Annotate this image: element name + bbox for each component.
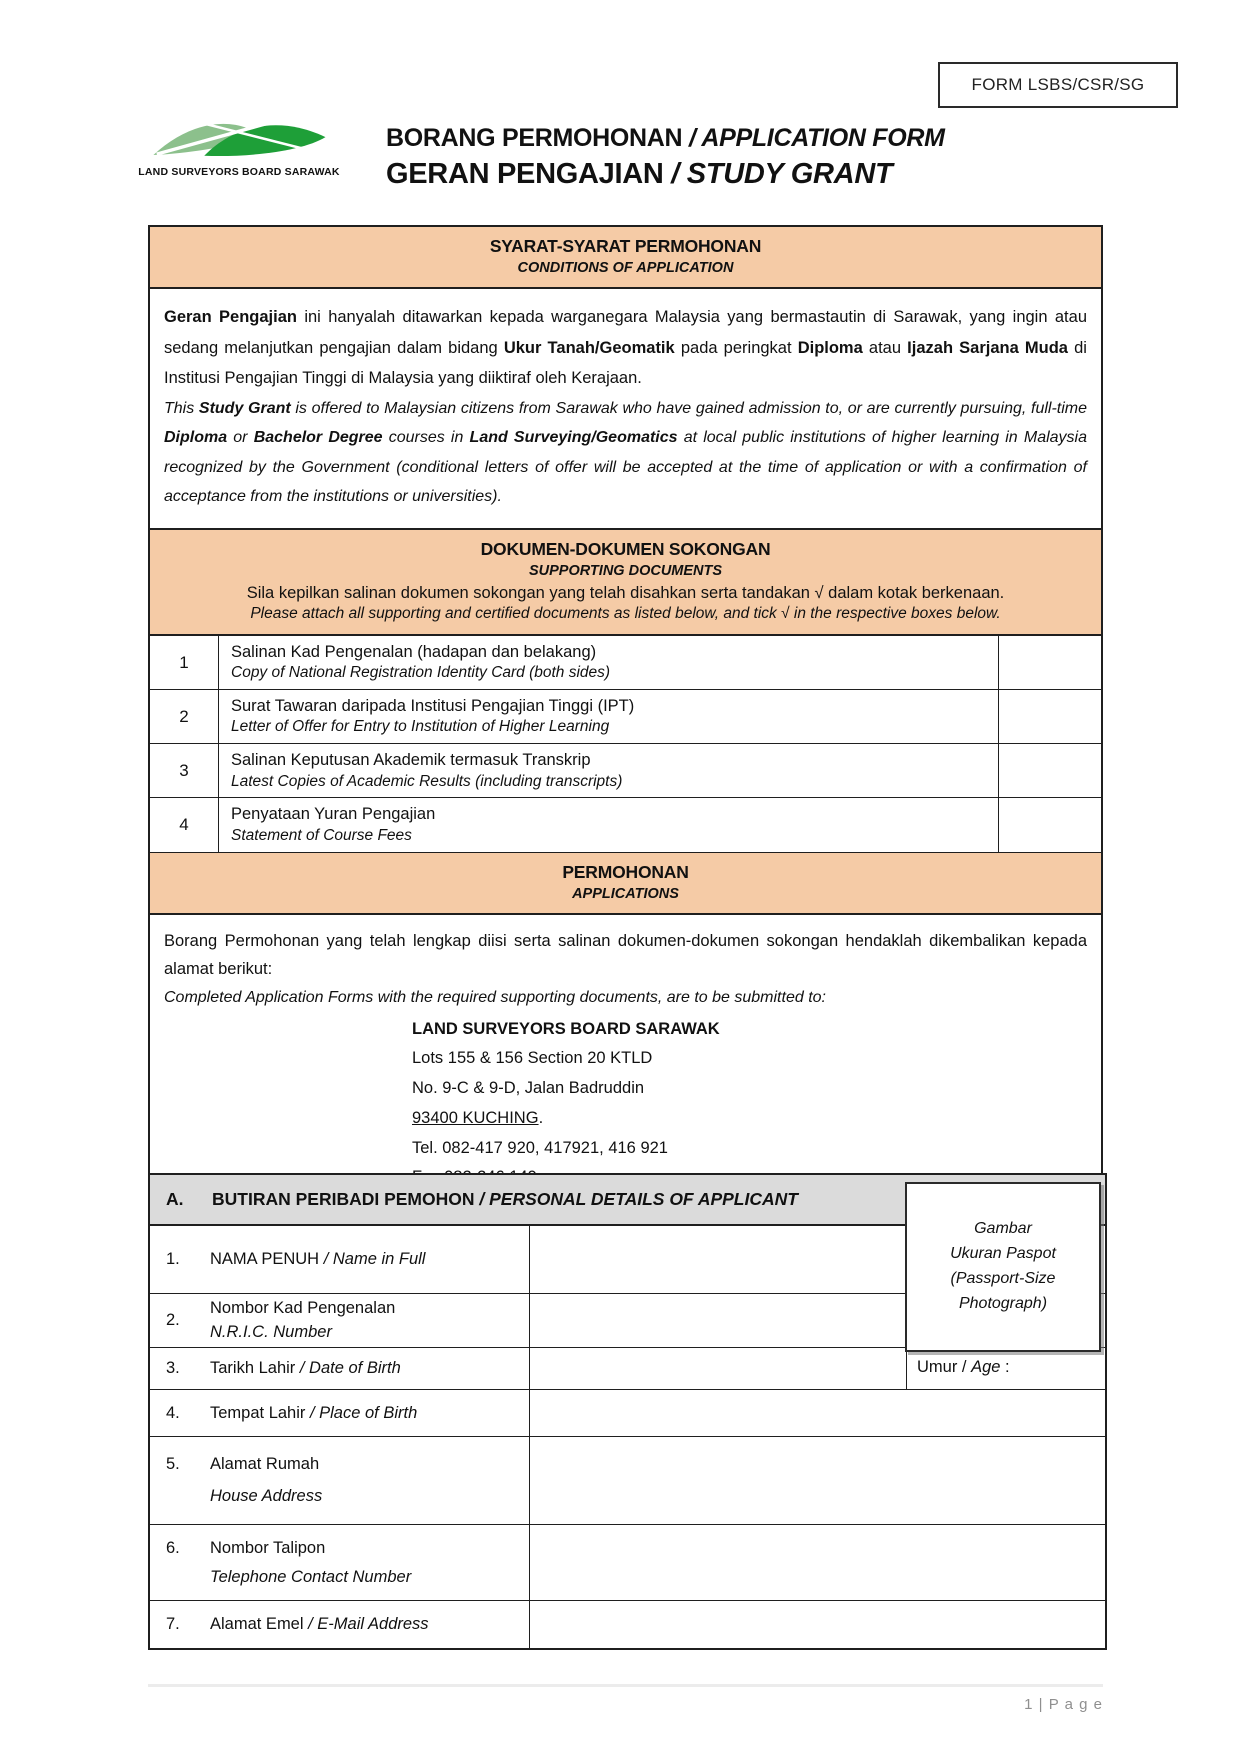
applications-body — [150, 915, 1101, 1209]
address-field-label — [150, 1437, 530, 1524]
field-row-dob — [150, 1347, 1105, 1389]
field-number: 7. — [166, 1615, 180, 1633]
applications-text-my: Borang Permohonan yang telah lengkap diisi serta salinan dokumen-dokumen sokongan hendaklah dikembalikan kepada alamat berikut: — [164, 931, 1087, 978]
document-item-number: 1 — [150, 636, 219, 689]
field-row-birthplace — [150, 1389, 1105, 1436]
document-item-row — [150, 743, 1101, 797]
field-number: 4. — [166, 1403, 180, 1422]
personal-details-title: BUTIRAN PERIBADI PEMOHON / PERSONAL DETAILS OF APPLICANT — [212, 1189, 798, 1209]
applications-text-en: Completed Application Forms with the required supporting documents, are to be submitted to: — [164, 988, 826, 1006]
photo-box-line: Gambar — [974, 1220, 1032, 1238]
photo-box-line: Photograph) — [958, 1294, 1048, 1312]
field-number: 6. — [166, 1539, 180, 1557]
nric-input-cell[interactable] — [530, 1294, 907, 1347]
conditions-header — [150, 227, 1101, 289]
birthplace-input-cell[interactable] — [530, 1390, 1105, 1436]
document-item-description — [219, 690, 999, 743]
lsbs-logo-icon — [150, 112, 328, 164]
submission-address — [412, 1015, 1087, 1193]
address-city: 93400 KUCHING. — [412, 1108, 544, 1127]
document-item-row — [150, 797, 1101, 851]
field-row-address — [150, 1436, 1105, 1524]
document-item-description — [219, 744, 999, 797]
address-org-name: LAND SURVEYORS BOARD SARAWAK — [412, 1019, 720, 1038]
name-input-cell[interactable] — [530, 1226, 907, 1293]
field-row-email — [150, 1600, 1105, 1648]
address-telephone: Tel. 082-417 920, 417921, 416 921 — [412, 1138, 668, 1157]
field-label-text: Nombor Talipon Telephone Contact Number — [210, 1539, 412, 1586]
field-number: 2. — [166, 1311, 180, 1329]
dob-input-cell[interactable] — [530, 1348, 907, 1389]
form-code-box — [938, 62, 1178, 108]
documents-title-en: SUPPORTING DOCUMENTS — [528, 562, 723, 579]
document-item-number: 3 — [150, 744, 219, 797]
lsbs-logo-caption: LAND SURVEYORS BOARD SARAWAK — [138, 166, 340, 178]
email-input-cell[interactable] — [530, 1601, 1105, 1648]
document-checkbox-2[interactable] — [999, 690, 1101, 743]
document-item-text-my: Salinan Kad Pengenalan (hadapan dan belakang) — [231, 642, 597, 661]
document-item-number: 4 — [150, 798, 219, 851]
field-label-text: Nombor Kad Pengenalan N.R.I.C. Number — [210, 1298, 396, 1341]
conditions-title-en: CONDITIONS OF APPLICATION — [517, 260, 734, 276]
section-letter: A. — [166, 1189, 184, 1209]
document-item-text-en: Copy of National Registration Identity Card (both sides) — [231, 664, 611, 682]
documents-note-en: Please attach all supporting and certified documents as listed below, and tick √ in the respective boxes below. — [250, 604, 1001, 622]
applications-title-my: PERMOHONAN — [562, 861, 689, 882]
document-checkbox-1[interactable] — [999, 636, 1101, 689]
document-checkbox-4[interactable] — [999, 798, 1101, 851]
document-item-text-my: Penyataan Yuran Pengajian — [231, 805, 436, 824]
dob-field-label — [150, 1348, 530, 1389]
phone-field-label — [150, 1525, 530, 1600]
conditions-paragraph-en: This Study Grant is offered to Malaysian citizens from Sarawak who have gained admission to, or are currently pursuing, full-time Diploma or Bachelor Degree courses in Land Surveying/Geomatics at local public institutions of higher learning in Malaysia recognized by the Government (conditional letters of offer will be accepted at the time of application or with a confirmation of acceptance from the institutions or universities). — [164, 399, 1088, 506]
address-line-1: Lots 155 & 156 Section 20 KTLD — [412, 1049, 653, 1068]
field-label-text: Alamat Rumah House Address — [210, 1455, 323, 1506]
field-number: 1. — [166, 1250, 180, 1268]
documents-header — [150, 530, 1101, 636]
phone-input-cell[interactable] — [530, 1525, 1105, 1600]
age-input-cell[interactable] — [907, 1348, 1105, 1389]
document-item-row — [150, 689, 1101, 743]
photo-box-line: Ukuran Paspot — [950, 1245, 1056, 1263]
document-item-text-my: Salinan Keputusan Akademik termasuk Transkrip — [231, 751, 591, 770]
document-checkbox-3[interactable] — [999, 744, 1101, 797]
conditions-paragraph-my: Geran Pengajian ini hanyalah ditawarkan kepada warganegara Malaysia yang bermastautin di Sarawak, yang ingin atau sedang melanjutkan pengajian dalam bidang Ukur Tanah/Geomatik pada peringkat Diploma atau Ijazah Sarjana Muda di Institusi Pengajian Tinggi di Malaysia yang diiktiraf oleh Kerajaan. — [164, 308, 1087, 388]
page-number: 1 | P a g e — [1024, 1696, 1103, 1713]
field-label-text: NAMA PENUH / Name in Full — [210, 1250, 426, 1268]
form-title-line1: BORANG PERMOHONAN / APPLICATION FORM — [386, 124, 945, 152]
age-label: Umur / Age : — [917, 1358, 1010, 1376]
form-body — [148, 225, 1103, 1211]
documents-section — [148, 528, 1103, 1211]
document-item-text-en: Statement of Course Fees — [231, 826, 412, 844]
document-item-row — [150, 636, 1101, 689]
field-number: 3. — [166, 1359, 180, 1377]
email-field-label — [150, 1601, 530, 1648]
form-titles — [386, 112, 945, 193]
document-item-description — [219, 798, 999, 851]
form-title-line2: GERAN PENGAJIAN / STUDY GRANT — [386, 157, 893, 190]
applications-title-en: APPLICATIONS — [572, 885, 679, 902]
birthplace-field-label — [150, 1390, 530, 1436]
document-item-description — [219, 636, 999, 689]
conditions-section — [148, 225, 1103, 530]
field-label-text: Tarikh Lahir / Date of Birth — [210, 1359, 401, 1377]
photo-box-line: (Passport-Size — [950, 1270, 1056, 1287]
page-footer — [148, 1684, 1103, 1713]
document-header — [138, 112, 945, 193]
document-item-number: 2 — [150, 690, 219, 743]
document-item-text-my: Surat Tawaran daripada Institusi Pengajian Tinggi (IPT) — [231, 697, 635, 716]
nric-field-label — [150, 1294, 530, 1347]
document-item-text-en: Latest Copies of Academic Results (including transcripts) — [231, 772, 623, 790]
address-line-2: No. 9-C & 9-D, Jalan Badruddin — [412, 1079, 645, 1098]
field-row-phone — [150, 1524, 1105, 1600]
name-field-label — [150, 1226, 530, 1293]
field-number: 5. — [166, 1455, 180, 1473]
form-code: FORM LSBS/CSR/SG — [971, 75, 1145, 94]
documents-note-my: Sila kepilkan salinan dokumen sokongan yang telah disahkan serta tandakan √ dalam kotak berkenaan. — [246, 583, 1005, 602]
conditions-title-my: SYARAT-SYARAT PERMOHONAN — [489, 236, 762, 256]
house-address-input-cell[interactable] — [530, 1437, 1105, 1524]
passport-photo-box — [905, 1182, 1101, 1352]
conditions-body — [150, 289, 1101, 528]
field-label-text: Alamat Emel / E-Mail Address — [210, 1615, 429, 1633]
lsbs-logo — [138, 112, 340, 178]
footer-divider — [148, 1684, 1103, 1687]
applications-header — [150, 852, 1101, 915]
document-item-text-en: Letter of Offer for Entry to Institution of Higher Learning — [231, 718, 610, 736]
field-label-text: Tempat Lahir / Place of Birth — [210, 1403, 418, 1422]
documents-title-my: DOKUMEN-DOKUMEN SOKONGAN — [480, 538, 771, 559]
